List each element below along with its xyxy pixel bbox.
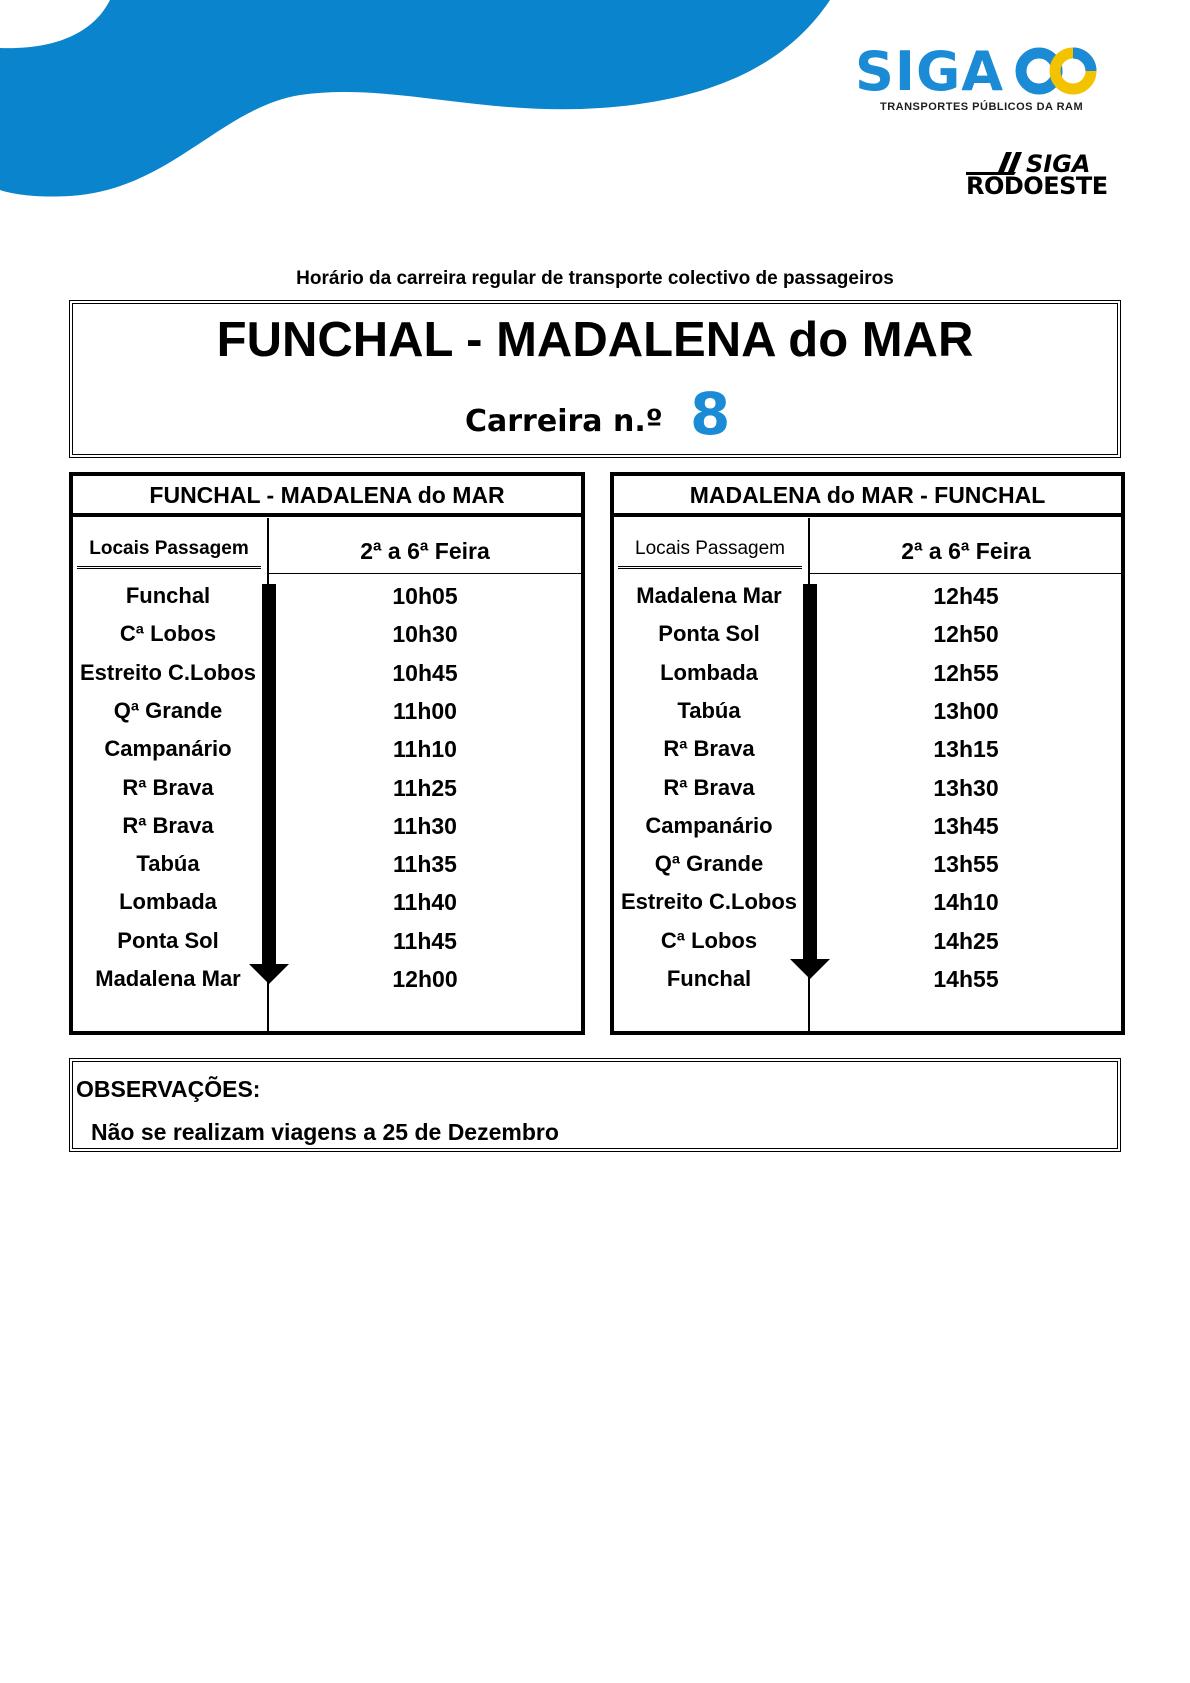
stop-name: Ponta Sol [658, 621, 760, 647]
inbound-timetable [610, 472, 1125, 1035]
siga-rodoeste-logo [966, 150, 1108, 205]
departure-time: 14h55 [933, 966, 999, 992]
stop-name: Ponta Sol [117, 927, 219, 953]
outbound-title: FUNCHAL - MADALENA do MAR [73, 476, 581, 517]
carreira-number: 8 [690, 380, 731, 448]
direction-arrow-icon [249, 584, 289, 984]
direction-arrow-icon [790, 584, 830, 979]
stop-name: Lombada [119, 889, 217, 915]
departure-time: 13h45 [933, 812, 999, 839]
departure-time: 14h25 [933, 927, 999, 954]
route-title: FUNCHAL - MADALENA do MAR [216, 313, 974, 367]
inbound-title: MADALENA do MAR - FUNCHAL [614, 476, 1121, 517]
departure-time: 11h40 [393, 889, 457, 916]
stop-name: Estreito C.Lobos [79, 659, 256, 685]
days-column-header: 2ª a 6ª Feira [360, 538, 490, 564]
departure-time: 13h55 [933, 851, 999, 878]
stop-name: Cª Lobos [660, 927, 758, 953]
stop-name: Funchal [666, 966, 752, 991]
stop-name: Campanário [645, 812, 773, 838]
departure-time: 11h45 [393, 927, 457, 954]
departure-time: 11h30 [393, 812, 457, 839]
observations-box [69, 1058, 1121, 1152]
observations-text: Não se realizam viagens a 25 de Dezembro [91, 1119, 559, 1145]
stops-column-header: Locais Passagem [618, 538, 802, 569]
departure-time: 13h30 [933, 774, 999, 801]
header-wave-decoration [0, 0, 830, 200]
stop-name: Qª Grande [113, 697, 223, 723]
siga-logo-word: SIGA [855, 40, 1005, 103]
header-underline [810, 573, 1122, 574]
siga-logo-tagline: TRANSPORTES PÚBLICOS DA RAM [880, 101, 1084, 113]
header-underline [269, 573, 581, 574]
stop-name: Madalena Mar [636, 583, 782, 608]
departure-time: 10h05 [392, 583, 458, 609]
stop-name: Lombada [660, 659, 758, 685]
departure-time: 13h00 [933, 697, 999, 724]
stop-name: Tabúa [677, 697, 741, 723]
stop-name: Estreito C.Lobos [620, 889, 797, 915]
rodoeste-logo-siga: SIGA [1026, 150, 1091, 178]
document-subtitle: Horário da carreira regular de transporte colectivo de passageiros [296, 268, 894, 289]
stop-name: Qª Grande [654, 851, 764, 877]
stop-name: Rª Brava [122, 774, 214, 800]
departure-time: 10h30 [392, 621, 458, 648]
departure-time: 13h15 [933, 736, 999, 763]
stop-name: Rª Brava [663, 736, 755, 762]
siga-logo [855, 40, 1105, 120]
departure-time: 11h25 [393, 774, 457, 801]
stop-name: Funchal [125, 583, 211, 608]
departure-time: 12h55 [933, 659, 999, 686]
carreira-label: Carreira n.º [465, 404, 663, 439]
rodoeste-logo-word: RODOESTE [966, 172, 1108, 200]
departure-time: 11h00 [393, 697, 457, 724]
stop-name: Campanário [104, 736, 232, 762]
outbound-timetable [69, 472, 585, 1035]
departure-time: 12h00 [392, 966, 458, 992]
departure-time: 11h10 [393, 736, 457, 763]
stop-name: Cª Lobos [119, 621, 217, 647]
departure-time: 12h45 [933, 583, 999, 609]
stop-name: Madalena Mar [95, 966, 241, 991]
siga-rings-icon [1011, 44, 1106, 99]
stop-name: Rª Brava [122, 812, 214, 838]
departure-time: 11h35 [393, 851, 457, 878]
stop-name: Tabúa [136, 851, 200, 877]
stop-name: Rª Brava [663, 774, 755, 800]
stops-column-header: Locais Passagem [77, 538, 261, 569]
departure-time: 12h50 [933, 621, 999, 648]
departure-time: 10h45 [392, 659, 458, 686]
days-column-header: 2ª a 6ª Feira [901, 538, 1031, 564]
observations-label: OBSERVAÇÕES: [76, 1076, 261, 1102]
departure-time: 14h10 [933, 889, 999, 916]
